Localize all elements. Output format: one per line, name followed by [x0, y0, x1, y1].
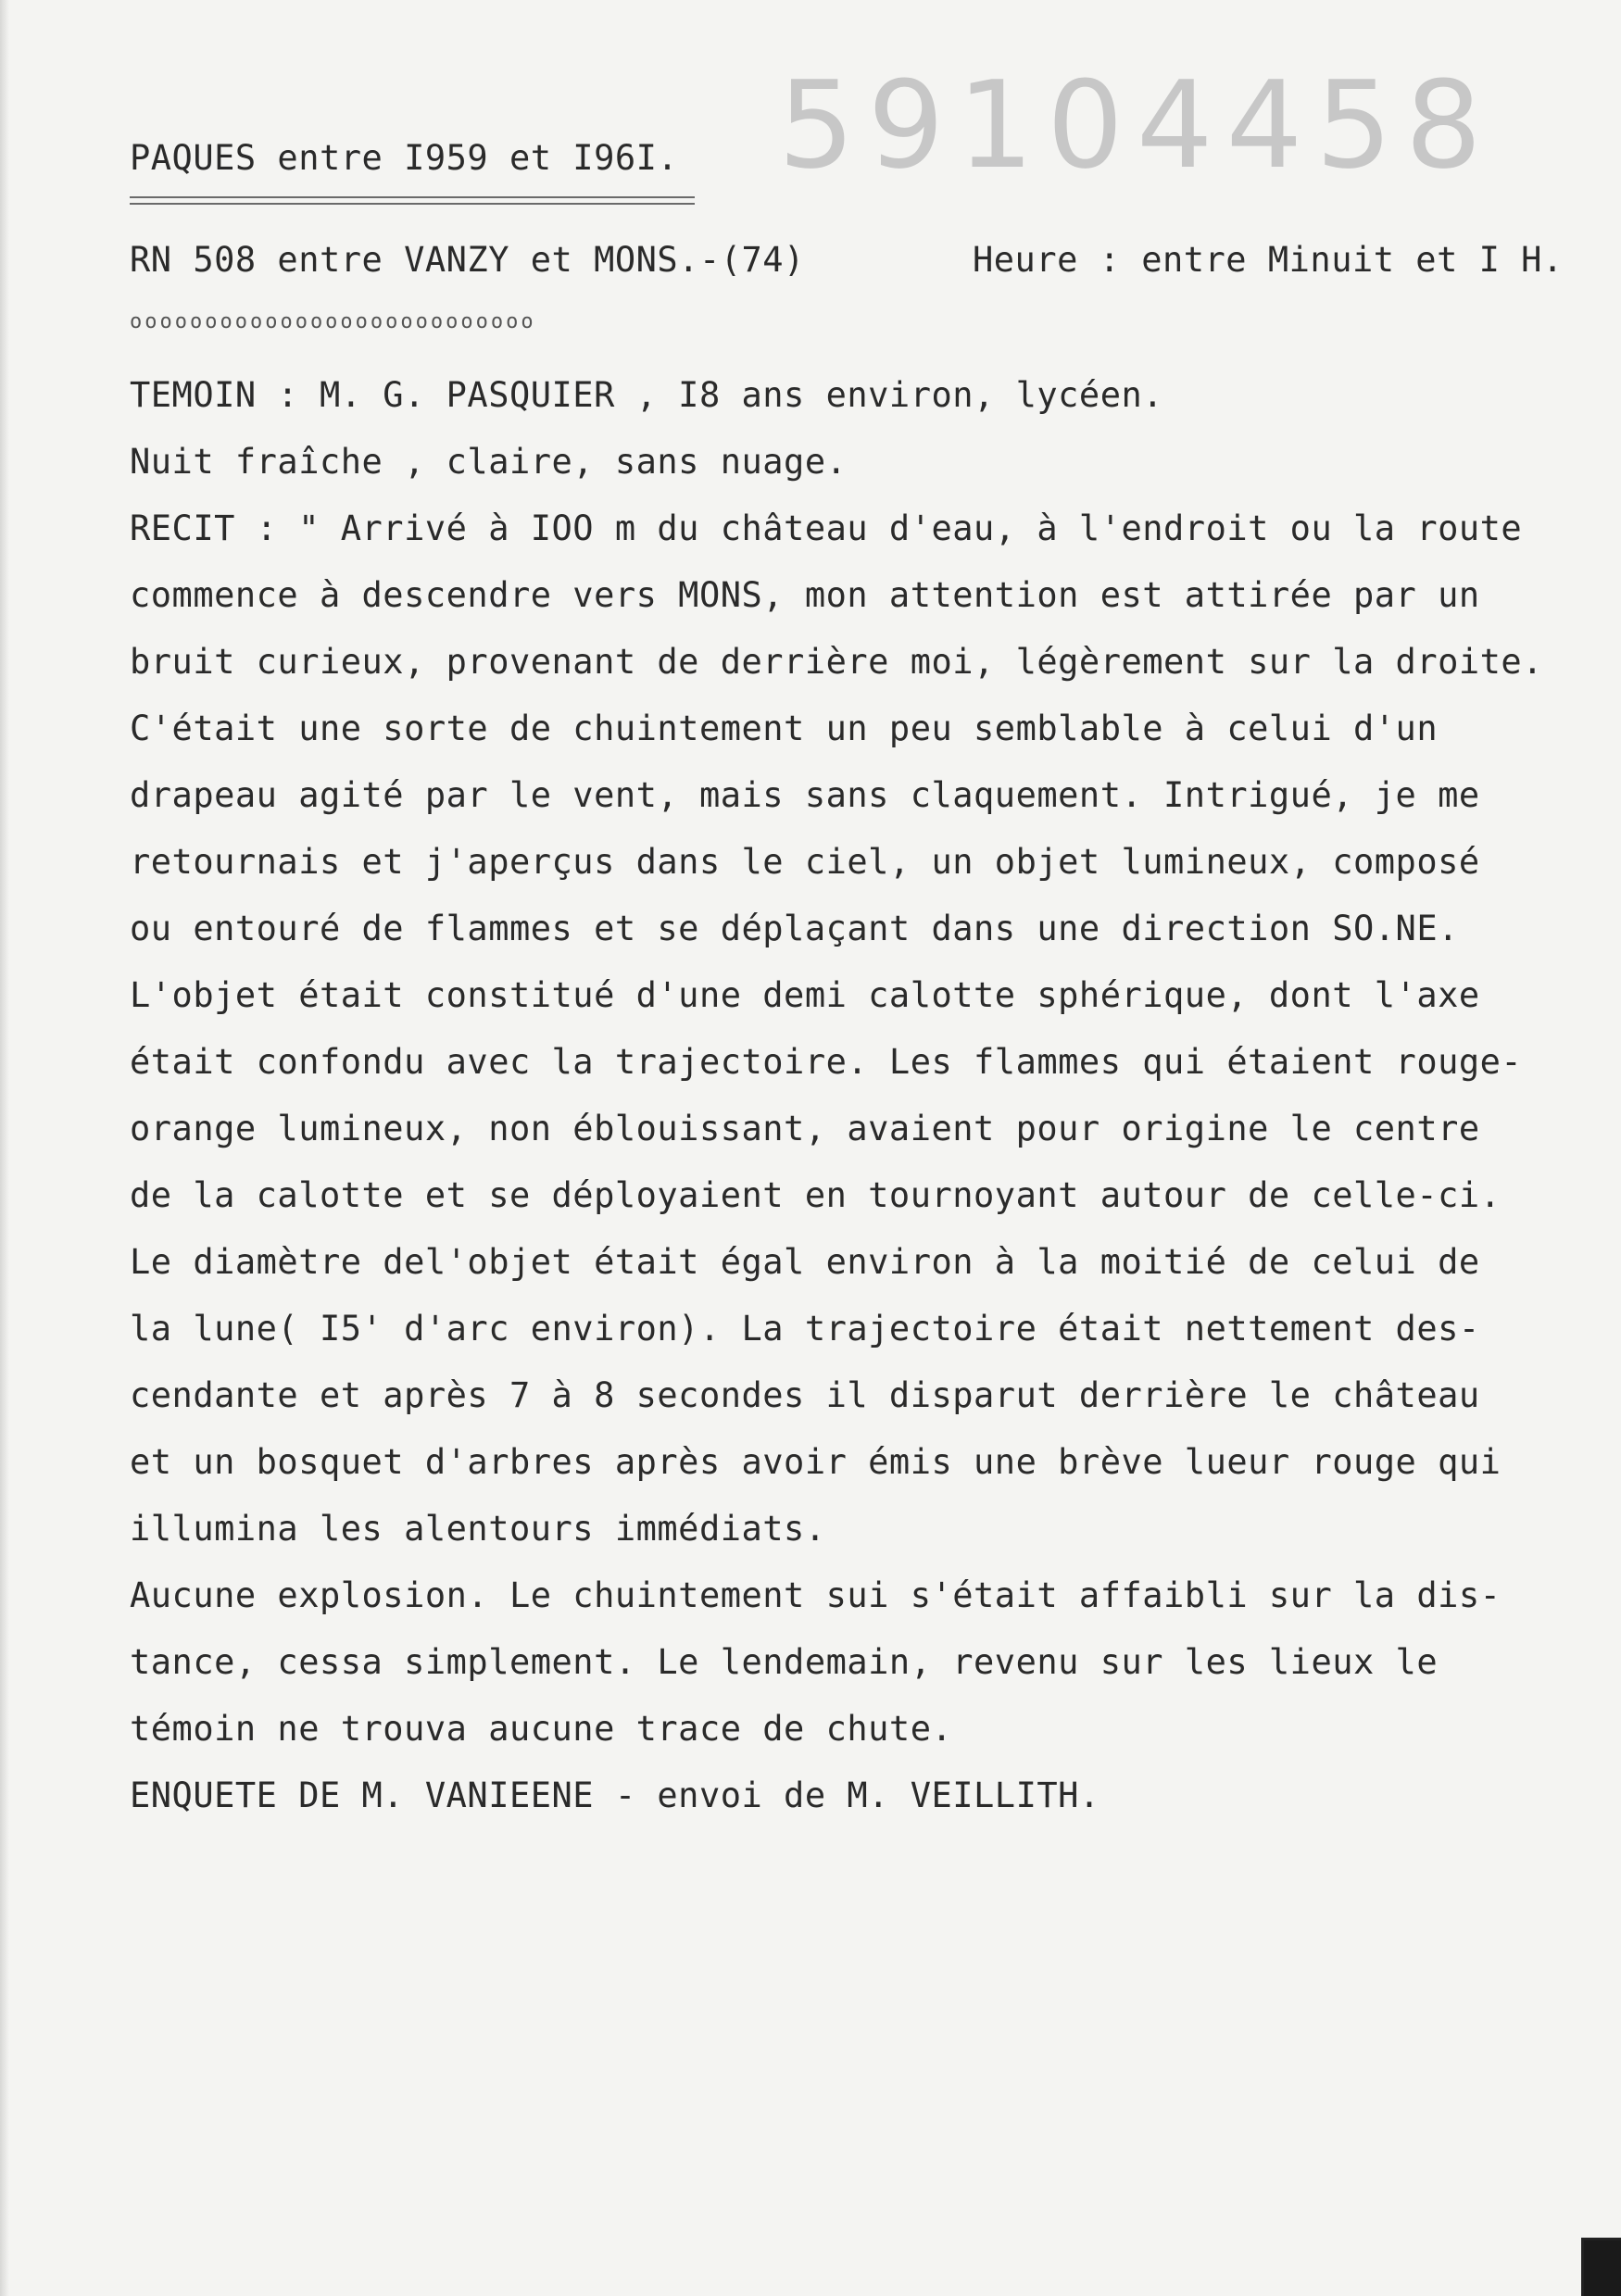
body-line: Nuit fraîche , claire, sans nuage. — [130, 442, 848, 482]
body-line: tance, cessa simplement. Le lendemain, revenu sur les lieux le — [130, 1642, 1439, 1682]
body-line: L'objet était constitué d'une demi calotte sphérique, dont l'axe — [130, 975, 1480, 1015]
signature-line: ENQUETE DE M. VANIEENE - envoi de M. VEILLITH. — [130, 1775, 1100, 1815]
body-line: commence à descendre vers MONS, mon attention est attirée par un — [130, 575, 1480, 615]
body-line: illumina les alentours immédiats. — [130, 1509, 826, 1549]
body-line: RECIT : " Arrivé à IOO m du château d'eau, à l'endroit ou la route — [130, 508, 1523, 548]
body-line: de la calotte et se déployaient en tournoyant autour de celle-ci. — [130, 1175, 1502, 1215]
body-line: retournais et j'aperçus dans le ciel, un objet lumineux, composé — [130, 842, 1480, 882]
body-line: bruit curieux, provenant de derrière moi, légèrement sur la droite. — [130, 642, 1543, 682]
body-line: orange lumineux, non éblouissant, avaient pour origine le centre — [130, 1109, 1480, 1148]
body-line: témoin ne trouva aucune trace de chute. — [130, 1709, 953, 1749]
body-line: cendante et après 7 à 8 secondes il disparut derrière le château — [130, 1375, 1480, 1415]
body-line: était confondu avec la trajectoire. Les flammes qui étaient rouge- — [130, 1042, 1523, 1082]
page-edge-shadow — [0, 0, 9, 2296]
body-line: C'était une sorte de chuintement un peu semblable à celui d'un — [130, 709, 1439, 748]
reference-number-stamp: 59104458 — [778, 55, 1495, 195]
title-underline-1 — [130, 196, 695, 198]
body-line: Aucune explosion. Le chuintement sui s'était affaibli sur la dis- — [130, 1575, 1502, 1615]
corner-mark — [1581, 2238, 1621, 2296]
body-line: la lune( I5' d'arc environ). La trajectoire était nettement des- — [130, 1309, 1480, 1349]
document-title: PAQUES entre I959 et I96I. — [130, 138, 679, 178]
body-line: et un bosquet d'arbres après avoir émis une brève lueur rouge qui — [130, 1442, 1502, 1482]
title-underline-2 — [130, 203, 695, 205]
separator-line: ooooooooooooooooooooooooooo — [130, 310, 536, 333]
body-line: ou entouré de flammes et se déplaçant dans une direction SO.NE. — [130, 909, 1459, 948]
body-line: drapeau agité par le vent, mais sans claquement. Intrigué, je me — [130, 775, 1480, 815]
body-line: TEMOIN : M. G. PASQUIER , I8 ans environ, lycéen. — [130, 375, 1164, 415]
time-line: Heure : entre Minuit et I H. — [973, 240, 1564, 280]
body-line: Le diamètre del'objet était égal environ à la moitié de celui de — [130, 1242, 1480, 1282]
location-line: RN 508 entre VANZY et MONS.-(74) — [130, 240, 805, 280]
